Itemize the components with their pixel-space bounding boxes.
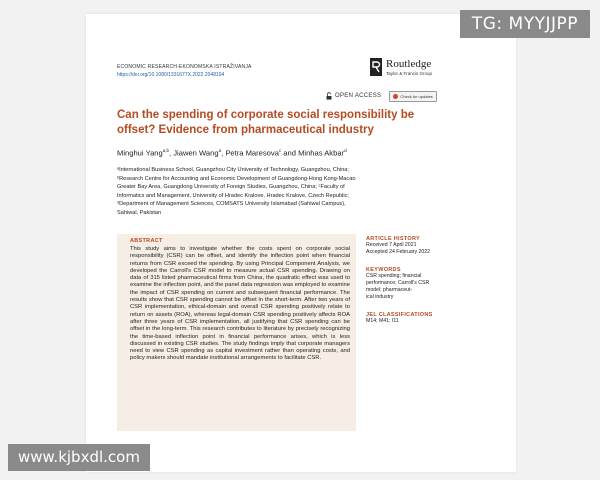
keyword-line: ical industry [366, 294, 394, 301]
access-row [326, 91, 437, 101]
author-affiliation-mark: a [218, 148, 222, 153]
keywords-list [366, 273, 461, 302]
jel-codes: M14; M41; I11 [366, 317, 399, 324]
doi-link[interactable]: https://doi.org/10.1080/1331677X.2022.2048194 [117, 72, 225, 78]
affiliation-line: ᵇResearch Centre for Accounting and Economic Development of Guangdong-Hong Kong-Macao [117, 175, 356, 182]
site-watermark: www.kjbxdl.com [8, 444, 150, 471]
received-date: Received 7 April 2021 [366, 242, 417, 248]
author-affiliation-mark: a,b [162, 148, 170, 153]
history-heading: ARTICLE HISTORY [366, 236, 421, 242]
author-separator: , [221, 148, 226, 158]
affiliations [117, 166, 417, 218]
abstract-text: This study aims to investigate whether the costs spent on corporate social responsibility (CSR) can be offset, and identify the inflection point when financial returns from CSR exceed the spending. By using Principal Component Analysis, we developed the Carroll's CSR model to measure actual CSR spending. Drawing on data of 315 listed pharmaceutical firms from China, the quadratic effect was used to examine the inflection point, and the panel data regression was employed to examine the impact of CSR spending on current and subsequent financial performance. The results show that CSR spending cannot be offset in the short-term. After two years of CSR implementation, ethical-domain and overall CSR spending positively relate to return on assets (ROA), whereas legal-domain CSR spending positively affects ROA after three years of CSR implementation, all justifying that CSR spending can be offset in the long-term. This research contributes to literature by precisely recognizing the time-based inflection point in financial performance arises, which is less discussed in existing CSR studies. The study findings imply that corporate managers need to view CSR spending as capital investment rather than operating costs, and policy makers should mandate institutional arrangements to facilitate CSR. [130, 246, 350, 362]
keyword-line: model; pharmaceut- [366, 287, 413, 294]
jel-heading: JEL CLASSIFICATIONS [366, 311, 433, 318]
telegram-watermark: TG: MYYJJPP [460, 10, 590, 38]
author-list [117, 148, 347, 158]
publisher-name: Routledge [386, 58, 432, 70]
keyword-line: performance; Carroll's CSR [366, 279, 430, 286]
author-name: Petra Maresova [225, 148, 279, 158]
author-name: Jiawen Wang [173, 148, 219, 158]
publisher-subtitle: Taylor & Francis Group [386, 71, 433, 76]
affiliation-line: ᵈDepartment of Management Sciences, COMSATS University Islamabad (Sahiwal Campus), [117, 201, 346, 208]
keyword-line: CSR spending; financial [366, 272, 422, 279]
open-access-label: OPEN ACCESS [335, 93, 382, 99]
check-updates-button[interactable] [389, 91, 436, 102]
author-affiliation-mark: d [344, 148, 347, 153]
abstract-heading: ABSTRACT [130, 238, 163, 244]
author-separator: , [169, 148, 174, 158]
article-title: Can the spending of corporate social responsibility be offset? Evidence from pharmaceutical industry [117, 109, 415, 136]
affiliation-line: Greater Bay Area, Guangdong University of Foreign Studies, Guangzhou, China; ᶜFaculty of [117, 184, 345, 191]
open-lock-icon [326, 92, 332, 100]
affiliation-line: Sahiwal, Pakistan [117, 209, 162, 216]
journal-name: ECONOMIC RESEARCH-EKONOMSKA ISTRAŽIVANJA [117, 64, 252, 70]
crossmark-icon [393, 94, 398, 99]
author-affiliation-mark: c [278, 148, 282, 153]
routledge-logo-icon [370, 58, 382, 76]
check-updates-label: Check for updates [400, 93, 433, 99]
author-separator: and [281, 148, 299, 158]
affiliation-line: ᵃInternational Business School, Guangzhou City University of Technology, Guangzhou, China; [117, 167, 349, 173]
author-name: Minghui Yang [117, 148, 163, 158]
abstract-box [117, 234, 356, 431]
author-name: Minhas Akbar [298, 148, 345, 158]
article-info-sidebar [366, 236, 461, 325]
keywords-heading: KEYWORDS [366, 266, 401, 273]
accepted-date: Accepted 24 February 2022 [366, 249, 431, 256]
affiliation-line: Informatics and Management, University of Hradec Kralove, Hradec Kralove, Czech Republic; [117, 192, 349, 199]
